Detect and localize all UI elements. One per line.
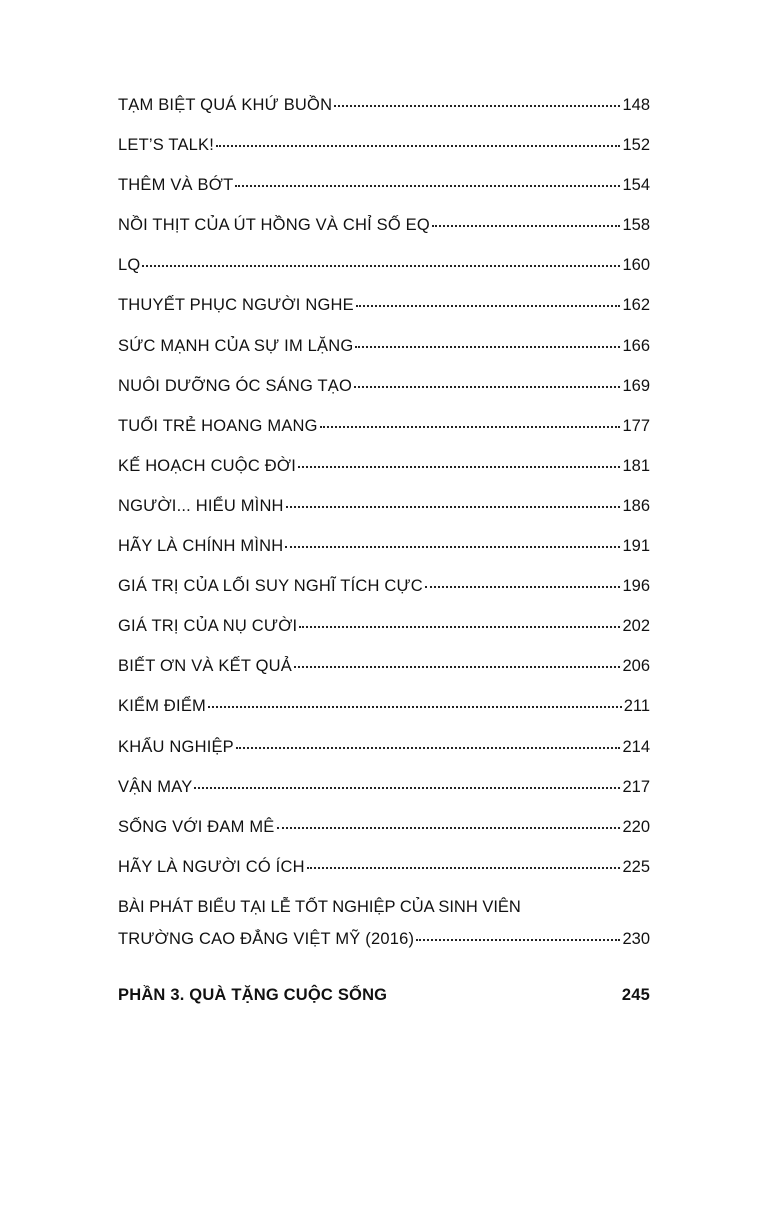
toc-entry-title: HÃY LÀ CHÍNH MÌNH xyxy=(118,537,284,556)
dot-leader xyxy=(194,773,620,789)
toc-entry[interactable] xyxy=(118,535,650,575)
toc-entry[interactable] xyxy=(118,294,650,334)
toc-entry-page-number: 202 xyxy=(622,617,650,636)
toc-entry-title-line2: TRƯỜNG CAO ĐẲNG VIỆT MỸ (2016) xyxy=(118,929,415,948)
dot-leader xyxy=(235,171,620,187)
toc-entry-page-number: 196 xyxy=(622,577,650,596)
toc-entry-title: HÃY LÀ NGƯỜI CÓ ÍCH xyxy=(118,857,305,876)
toc-entry-page-number: 214 xyxy=(622,737,650,756)
toc-entry-title: BIẾT ƠN VÀ KẾT QUẢ xyxy=(118,657,292,676)
toc-entry-page-number: 230 xyxy=(622,929,650,948)
dot-leader xyxy=(354,372,620,388)
toc-entry-title: KẾ HOẠCH CUỘC ĐỜI xyxy=(118,456,296,475)
dot-leader xyxy=(355,332,620,348)
dot-leader xyxy=(236,733,621,749)
toc-entry-page-number: 166 xyxy=(622,336,650,355)
toc-entry[interactable] xyxy=(118,776,650,816)
dot-leader xyxy=(294,652,621,668)
toc-entry-page-number: 158 xyxy=(622,216,650,235)
dot-leader xyxy=(425,572,621,588)
table-of-contents xyxy=(118,94,650,968)
toc-entry-list xyxy=(118,94,650,896)
toc-entry-title: THÊM VÀ BỚT xyxy=(118,176,234,195)
toc-entry-page-number: 169 xyxy=(622,376,650,395)
toc-entry-title: KIỂM ĐIỂM xyxy=(118,697,206,716)
part-page-number: 245 xyxy=(621,986,650,1004)
dot-leader xyxy=(277,813,621,829)
dot-leader xyxy=(298,452,620,468)
toc-entry[interactable] xyxy=(118,335,650,375)
toc-entry-title: NỒI THỊT CỦA ÚT HỒNG VÀ CHỈ SỐ EQ xyxy=(118,216,430,235)
toc-entry[interactable] xyxy=(118,816,650,856)
toc-entry[interactable] xyxy=(118,455,650,495)
toc-entry-title: NGƯỜI... HIỂU MÌNH xyxy=(118,496,284,515)
toc-entry-speech[interactable] xyxy=(118,896,650,968)
toc-entry-page-number: 211 xyxy=(623,697,650,716)
dot-leader xyxy=(320,412,621,428)
dot-leader xyxy=(285,532,620,548)
toc-entry[interactable] xyxy=(118,736,650,776)
toc-entry-page-number: 186 xyxy=(622,496,650,515)
toc-entry-title: NUÔI DƯỠNG ÓC SÁNG TẠO xyxy=(118,376,353,395)
toc-entry-page-number: 160 xyxy=(622,256,650,275)
dot-leader xyxy=(432,211,621,227)
part-title: PHẦN 3. QUÀ TẶNG CUỘC SỐNG xyxy=(118,986,388,1004)
toc-entry[interactable] xyxy=(118,134,650,174)
toc-entry-title-line1: BÀI PHÁT BIỂU TẠI LỄ TỐT NGHIỆP CỦA SINH VIÊN xyxy=(118,897,521,916)
toc-entry-page-number: 181 xyxy=(622,456,650,475)
toc-entry-page-number: 148 xyxy=(622,96,650,114)
toc-entry[interactable] xyxy=(118,695,650,735)
dot-leader xyxy=(216,131,620,147)
toc-entry-title: VẬN MAY xyxy=(118,777,193,796)
toc-entry-page-number: 162 xyxy=(622,296,650,315)
toc-entry[interactable] xyxy=(118,174,650,214)
toc-entry-title: GIÁ TRỊ CỦA NỤ CƯỜI xyxy=(118,617,298,636)
toc-entry-page-number: 191 xyxy=(622,537,650,556)
toc-entry-page-number: 217 xyxy=(622,777,650,796)
toc-entry-title: LQ xyxy=(118,256,141,275)
toc-entry[interactable] xyxy=(118,615,650,655)
toc-entry-title: SỐNG VỚI ĐAM MÊ xyxy=(118,817,275,836)
toc-entry-title: SỨC MẠNH CỦA SỰ IM LẶNG xyxy=(118,336,354,355)
toc-entry[interactable] xyxy=(118,254,650,294)
dot-leader xyxy=(356,291,621,307)
toc-entry-title: LET’S TALK! xyxy=(118,136,215,155)
toc-entry-title: KHẨU NGHIỆP xyxy=(118,737,234,756)
toc-entry-title: TUỔI TRẺ HOANG MANG xyxy=(118,416,318,435)
dot-leader xyxy=(286,492,621,508)
dot-leader xyxy=(208,692,622,708)
dot-leader xyxy=(142,251,620,267)
toc-entry-title: TẠM BIỆT QUÁ KHỨ BUỒN xyxy=(118,96,333,114)
toc-entry-title-line2-row xyxy=(118,928,650,968)
toc-entry[interactable] xyxy=(118,856,650,896)
toc-entry-page-number: 220 xyxy=(622,817,650,836)
dot-leader xyxy=(299,612,620,628)
toc-entry[interactable] xyxy=(118,214,650,254)
toc-entry[interactable] xyxy=(118,495,650,535)
toc-entry[interactable] xyxy=(118,575,650,615)
toc-entry-page-number: 206 xyxy=(622,657,650,676)
toc-entry[interactable] xyxy=(118,415,650,455)
toc-entry[interactable] xyxy=(118,94,650,134)
toc-entry[interactable] xyxy=(118,655,650,695)
toc-entry-page-number: 154 xyxy=(622,176,650,195)
toc-entry-page-number: 225 xyxy=(622,857,650,876)
dot-leader xyxy=(334,91,620,107)
toc-entry-title: THUYẾT PHỤC NGƯỜI NGHE xyxy=(118,296,354,315)
dot-leader xyxy=(416,925,620,941)
toc-entry-page-number: 177 xyxy=(622,416,650,435)
dot-leader xyxy=(307,853,621,869)
part-heading[interactable] xyxy=(118,986,650,1005)
toc-entry[interactable] xyxy=(118,375,650,415)
toc-entry-page-number: 152 xyxy=(622,136,650,155)
toc-entry-title: GIÁ TRỊ CỦA LỐI SUY NGHĨ TÍCH CỰC xyxy=(118,577,423,596)
